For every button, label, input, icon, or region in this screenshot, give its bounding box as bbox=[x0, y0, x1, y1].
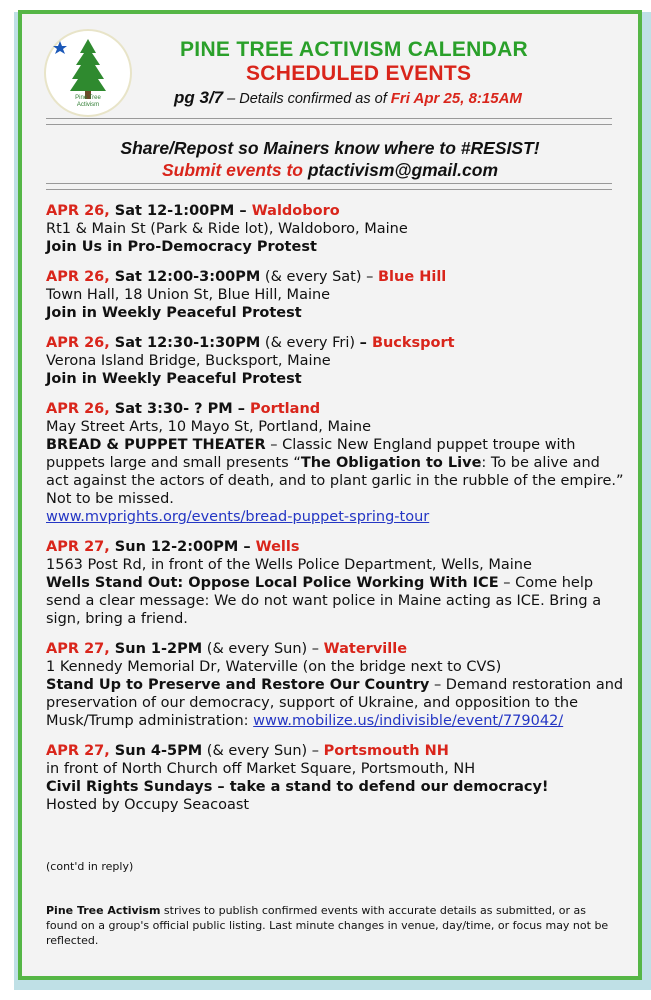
event-date: APR 26, bbox=[46, 335, 110, 351]
event-town: Waterville bbox=[323, 641, 408, 657]
page-subtitle: SCHEDULED EVENTS bbox=[246, 62, 472, 85]
disclaimer-brand: Pine Tree Activism bbox=[46, 904, 161, 917]
page-margin-bottom bbox=[0, 990, 651, 1000]
event-desc-c: : To be alive and act against the actors of death, and to plant garlic in the rubble of the empire.” Not to be missed. bbox=[46, 455, 624, 507]
page-margin-left bbox=[0, 0, 14, 1000]
event-title: Stand Up to Preserve and Restore Our Country bbox=[46, 677, 430, 693]
event-item bbox=[46, 202, 626, 256]
event-date: APR 27, bbox=[46, 641, 110, 657]
event-dash: – bbox=[238, 539, 256, 555]
divider-top bbox=[46, 118, 612, 125]
event-item bbox=[46, 640, 626, 730]
event-header bbox=[46, 742, 626, 760]
page-title: PINE TREE ACTIVISM CALENDAR bbox=[180, 38, 529, 61]
pine-tree-logo bbox=[44, 29, 132, 117]
event-location: Verona Island Bridge, Bucksport, Maine bbox=[46, 353, 331, 369]
event-time: Sat 12-1:00PM bbox=[109, 203, 235, 219]
divider-bottom bbox=[46, 183, 612, 190]
disclaimer bbox=[46, 903, 616, 948]
event-time: Sat 12:00-3:00PM bbox=[109, 269, 261, 285]
event-host: Hosted by Occupy Seacoast bbox=[46, 797, 250, 813]
event-date: APR 26, bbox=[46, 203, 110, 219]
event-location: Rt1 & Main St (Park & Ride lot), Waldoboro, Maine bbox=[46, 221, 408, 237]
event-desc-a: – Classic New England puppet troupe with puppets large and small presents “ bbox=[46, 437, 576, 471]
event-recurrence: (& every Fri) bbox=[260, 335, 360, 351]
event-header bbox=[46, 334, 626, 352]
event-town: Portland bbox=[250, 401, 321, 417]
event-date: APR 27, bbox=[46, 539, 110, 555]
event-header bbox=[46, 202, 626, 220]
share-line: Share/Repost so Mainers know where to #RESIST! bbox=[120, 138, 540, 158]
event-town: Bucksport bbox=[371, 335, 455, 351]
event-header bbox=[46, 400, 626, 418]
event-title: Civil Rights Sundays – take a stand to defend our democracy! bbox=[46, 779, 549, 795]
event-title: Wells Stand Out: Oppose Local Police Working With ICE bbox=[46, 575, 499, 591]
submit-line bbox=[22, 160, 638, 181]
event-location: in front of North Church off Market Square, Portsmouth, NH bbox=[46, 761, 476, 777]
event-desc: – Come help send a clear message: We do not want police in Maine acting as ICE. Bring a sign, bring a friend. bbox=[46, 575, 602, 627]
event-description bbox=[46, 436, 626, 508]
details-date: Fri Apr 25, 8:15AM bbox=[390, 90, 522, 107]
event-title: Join in Weekly Peaceful Protest bbox=[46, 305, 302, 321]
calendar-card bbox=[18, 10, 642, 980]
submit-email: ptactivism@gmail.com bbox=[307, 160, 499, 180]
event-location: 1563 Post Rd, in front of the Wells Police Department, Wells, Maine bbox=[46, 557, 532, 573]
event-recurrence: (& every Sun) – bbox=[202, 743, 324, 759]
event-link[interactable]: www.mobilize.us/indivisible/event/779042/ bbox=[253, 713, 564, 729]
event-item bbox=[46, 334, 626, 388]
event-title: Join Us in Pro-Democracy Protest bbox=[46, 239, 317, 255]
event-header bbox=[46, 640, 626, 658]
event-item bbox=[46, 742, 626, 814]
event-description bbox=[46, 574, 626, 628]
event-town: Wells bbox=[255, 539, 300, 555]
event-town: Waldoboro bbox=[251, 203, 340, 219]
details-prefix: – Details confirmed as of bbox=[223, 91, 391, 107]
event-date: APR 27, bbox=[46, 743, 110, 759]
event-dash: – bbox=[232, 401, 251, 417]
event-time: Sat 3:30- ? PM bbox=[109, 401, 233, 417]
event-link[interactable]: www.mvprights.org/events/bread-puppet-spring-tour bbox=[46, 509, 430, 525]
event-recurrence: (& every Sat) – bbox=[260, 269, 378, 285]
event-description bbox=[46, 676, 626, 730]
page-number: pg 3/7 bbox=[174, 88, 224, 107]
event-desc: – Demand restoration and preservation of our democracy, support of Ukraine, and opposition to the Musk/Trump administration: bbox=[46, 677, 624, 729]
submit-prefix: Submit events to bbox=[161, 160, 308, 180]
event-show-title: The Obligation to Live bbox=[300, 455, 482, 471]
event-date: APR 26, bbox=[46, 269, 110, 285]
event-time: Sun 4-5PM bbox=[109, 743, 203, 759]
event-recurrence: (& every Sun) – bbox=[202, 641, 324, 657]
event-title: BREAD & PUPPET THEATER bbox=[46, 437, 266, 453]
event-time: Sun 12-2:00PM bbox=[109, 539, 239, 555]
page-info bbox=[174, 88, 522, 108]
event-town: Portsmouth NH bbox=[323, 743, 449, 759]
event-item bbox=[46, 268, 626, 322]
event-header bbox=[46, 268, 626, 286]
event-header bbox=[46, 538, 626, 556]
event-location: Town Hall, 18 Union St, Blue Hill, Maine bbox=[46, 287, 331, 303]
disclaimer-text: strives to publish confirmed events with accurate details as submitted, or as found on a group's official public listing. Last minute changes in venue, day/time, or focus may not be reflected. bbox=[46, 904, 609, 947]
event-item bbox=[46, 400, 626, 526]
event-time: Sun 1-2PM bbox=[109, 641, 203, 657]
logo-text-line1: Pine Tree bbox=[75, 95, 101, 101]
logo-text-line2: Activism bbox=[76, 102, 100, 108]
event-location: May Street Arts, 10 Mayo St, Portland, Maine bbox=[46, 419, 372, 435]
event-dash: – bbox=[359, 335, 372, 351]
event-date: APR 26, bbox=[46, 401, 110, 417]
event-item bbox=[46, 538, 626, 628]
event-list bbox=[46, 202, 626, 826]
continued-note: (cont'd in reply) bbox=[46, 860, 134, 873]
event-town: Blue Hill bbox=[377, 269, 447, 285]
event-title: Join in Weekly Peaceful Protest bbox=[46, 371, 302, 387]
event-time: Sat 12:30-1:30PM bbox=[109, 335, 261, 351]
event-dash: – bbox=[234, 203, 252, 219]
event-location: 1 Kennedy Memorial Dr, Waterville (on the bridge next to CVS) bbox=[46, 659, 502, 675]
